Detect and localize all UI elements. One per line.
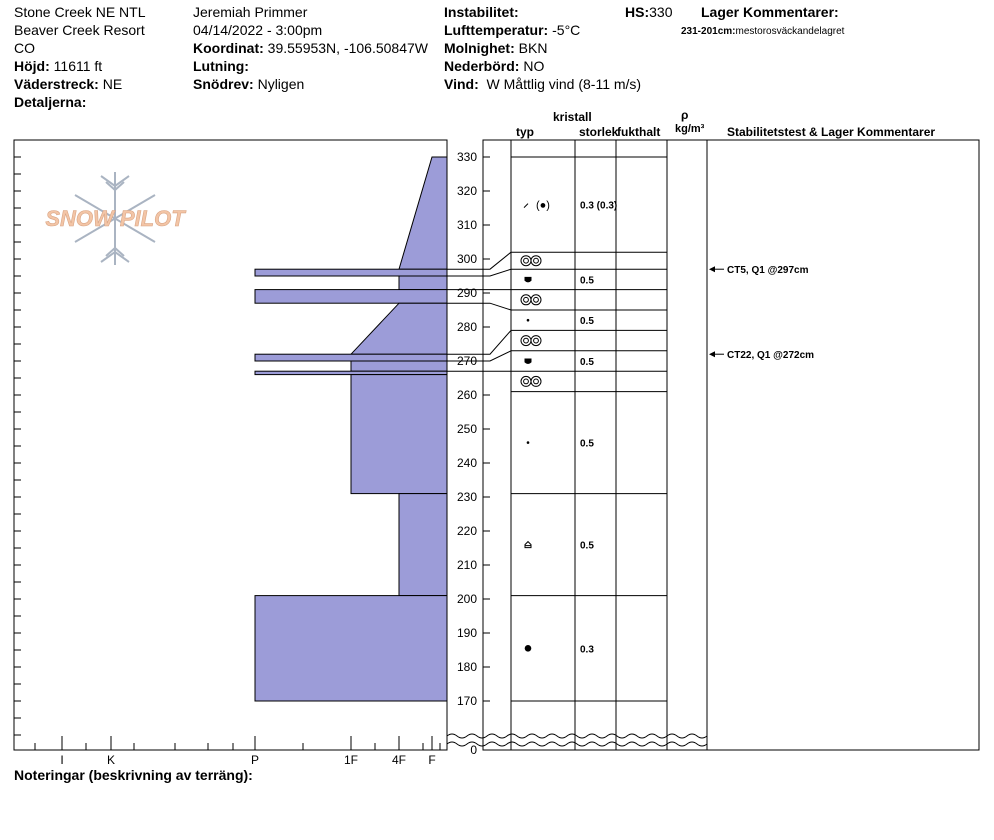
col-crystal-header: kristall: [553, 110, 592, 124]
y-tick-label: 310: [456, 218, 477, 232]
axis-break-mark: [447, 734, 707, 746]
crystal-size-value: 0.5: [580, 316, 594, 328]
crystal-size-value: 0.5: [580, 357, 594, 368]
instability-label: Instabilitet:: [444, 4, 519, 20]
crystal-table-frame: [483, 140, 707, 750]
hardness-tick-label: K: [106, 753, 116, 767]
hardness-tick-label: F: [428, 753, 436, 767]
y-tick-label: 320: [456, 184, 477, 198]
wind-label: Vind:: [444, 76, 479, 92]
layer-connector: [447, 303, 511, 310]
slope-label: Lutning:: [193, 58, 249, 74]
crystal-size-value: 0.3 (0.3): [580, 200, 618, 212]
y-tick-label: 170: [456, 694, 477, 708]
sky-label: Molnighet:: [444, 40, 515, 56]
melt-form-icon: [531, 295, 541, 305]
crystal-size-value: 0.5: [580, 438, 594, 450]
layer-comment-range: 231-201cm:: [681, 26, 736, 37]
depth-hoar-icon: [525, 542, 531, 548]
coord-label: Koordinat:: [193, 40, 264, 56]
melt-form-icon: [531, 376, 541, 386]
elevation-value: 11611 ft: [53, 58, 103, 74]
melt-form-icon: [521, 376, 531, 386]
y-tick-label: 180: [456, 660, 477, 674]
melt-form-icon: [531, 256, 541, 266]
hardness-bar: [255, 354, 447, 361]
melt-form-icon: [521, 256, 531, 266]
hardness-tick-label: I: [60, 753, 64, 767]
y-tick-label: 200: [456, 592, 477, 606]
faceted-crystal-icon: [525, 359, 531, 364]
hardness-bar: [255, 290, 447, 304]
aspect-value: NE: [102, 76, 123, 92]
y-tick-label: 0: [470, 743, 477, 757]
y-tick-label: 230: [456, 490, 477, 504]
hardness-bar: [255, 371, 447, 374]
observer-name: Jeremiah Primmer: [193, 4, 308, 20]
y-tick-label: 330: [456, 150, 477, 164]
y-tick-label: 250: [456, 422, 477, 436]
melt-form-inner-icon: [534, 258, 539, 263]
col-stability-header: Stabilitetstest & Lager Kommentarer: [727, 125, 936, 139]
faceted-crystal-icon: [525, 277, 531, 282]
hardness-bar: [351, 303, 447, 354]
hardness-bar: [255, 269, 447, 276]
col-size-header: storlek: [579, 125, 619, 139]
hardness-bar: [399, 157, 447, 269]
melt-freeze-crust-icon: [525, 645, 532, 652]
layer-connector: [447, 269, 511, 276]
y-tick-label: 240: [456, 456, 477, 470]
melt-form-inner-icon: [534, 379, 539, 384]
stability-test-label: CT22, Q1 @272cm: [727, 350, 815, 362]
hs-label: HS:: [625, 4, 650, 20]
y-tick-label: 290: [456, 286, 477, 300]
y-tick-label: 300: [456, 252, 477, 266]
elevation-label: Höjd:: [14, 58, 50, 74]
col-rho-header: ρ: [681, 108, 689, 122]
crystal-size-value: 0.5: [580, 540, 594, 552]
hardness-tick-label: 4F: [391, 753, 407, 767]
wind-value: W Måttlig vind (8-11 m/s): [486, 76, 642, 92]
melt-form-inner-icon: [524, 379, 529, 384]
y-tick-label: 190: [456, 626, 477, 640]
precip-particle-icon: (●): [536, 199, 550, 212]
rounded-grain-icon: [527, 319, 530, 322]
stability-frame: [707, 140, 979, 750]
crystal-size-value: 0.5: [580, 275, 594, 287]
y-tick-label: 220: [456, 524, 477, 538]
col-moisture-header: fukthalt: [617, 125, 661, 139]
location-name: Stone Creek NE NTL: [14, 4, 146, 20]
melt-form-inner-icon: [534, 338, 539, 343]
airtemp-value: -5°C: [552, 22, 581, 38]
sky-value: BKN: [518, 40, 548, 56]
area-name: Beaver Creek Resort: [14, 22, 145, 38]
layer-comments-label: Lager Kommentarer:: [701, 4, 839, 20]
crystal-size-value: 0.3: [580, 644, 594, 656]
melt-form-icon: [521, 336, 531, 346]
hardness-bar: [399, 494, 447, 596]
stability-arrow-head-icon: [709, 266, 715, 272]
melt-form-inner-icon: [524, 297, 529, 302]
y-tick-label: 210: [456, 558, 477, 572]
melt-form-inner-icon: [534, 297, 539, 302]
melt-form-inner-icon: [524, 338, 529, 343]
drift-value: Nyligen: [257, 76, 305, 92]
col-type-header: typ: [516, 125, 534, 139]
col-density-unit: kg/m³: [675, 123, 705, 135]
snowpilot-logo: [45, 172, 186, 265]
melt-form-inner-icon: [524, 258, 529, 263]
details-label: Detaljerna:: [14, 94, 87, 110]
stability-test-label: CT5, Q1 @297cm: [727, 265, 809, 277]
y-tick-label: 270: [456, 354, 477, 368]
precip-value: NO: [523, 58, 545, 74]
aspect-label: Väderstreck:: [14, 76, 99, 92]
hardness-tick-label: 1F: [343, 753, 359, 767]
logo-text: SNOW PILOT: [45, 206, 185, 231]
precip-slash-icon: [524, 204, 528, 208]
hardness-tick-label: P: [250, 753, 260, 767]
melt-form-icon: [531, 336, 541, 346]
precip-label: Nederbörd:: [444, 58, 520, 74]
hardness-bar: [351, 361, 447, 371]
y-tick-label: 260: [456, 388, 477, 402]
rounded-grain-icon: [527, 441, 530, 444]
hardness-bar: [399, 276, 447, 290]
coord-value: 39.55953N, -106.50847W: [267, 40, 428, 56]
hs-value: 330: [649, 4, 673, 20]
state-name: CO: [14, 40, 35, 56]
layer-comment-text: mestorosväckandelagret: [735, 26, 845, 37]
melt-form-icon: [521, 295, 531, 305]
y-tick-label: 280: [456, 320, 477, 334]
airtemp-label: Lufttemperatur:: [444, 22, 549, 38]
hardness-bar: [255, 596, 447, 701]
drift-label: Snödrev:: [193, 76, 254, 92]
notes-label: Noteringar (beskrivning av terräng):: [14, 767, 253, 783]
observation-datetime: 04/14/2022 - 3:00pm: [193, 22, 323, 38]
hardness-bar: [351, 375, 447, 494]
stability-arrow-head-icon: [709, 351, 715, 357]
